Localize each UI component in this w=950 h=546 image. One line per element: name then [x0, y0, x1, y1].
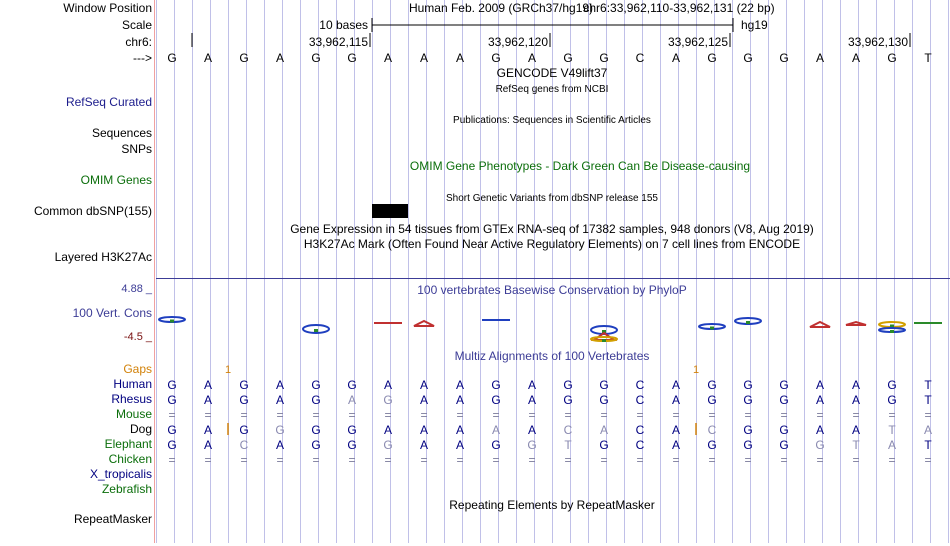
base-letter: G: [491, 51, 501, 65]
alignment-base-rhesus: C: [635, 393, 645, 407]
alignment-base-mouse: =: [276, 408, 284, 422]
alignment-base-elephant: G: [383, 438, 393, 452]
alignment-base-dog: G: [239, 423, 249, 437]
alignment-base-dog: G: [311, 423, 321, 437]
alignment-base-mouse: =: [312, 408, 320, 422]
conservation-logo-a: [846, 322, 866, 325]
xtropicalis-label[interactable]: X_tropicalis: [89, 467, 152, 481]
gtex-title: Gene Expression in 54 tissues from GTEx RNA-seq of 17382 samples, 948 donors (V8, Aug 2019): [290, 222, 814, 236]
alignment-base-dog: A: [491, 423, 501, 437]
conservation-logo-mark: [890, 330, 894, 333]
alignment-base-mouse: =: [924, 408, 932, 422]
base-letter: A: [671, 51, 681, 65]
alignment-base-human: A: [455, 378, 465, 392]
alignment-base-human: G: [563, 378, 573, 392]
dog-label[interactable]: Dog: [129, 422, 152, 436]
h3k27ac-title: H3K27Ac Mark (Often Found Near Active Regulatory Elements) on 7 cell lines from ENCODE: [303, 237, 801, 251]
alignment-base-dog: A: [203, 423, 213, 437]
common-dbsnp-label[interactable]: Common dbSNP(155): [33, 204, 152, 218]
alignment-base-rhesus: A: [419, 393, 429, 407]
base-letter: G: [599, 51, 609, 65]
ruler-tick-label: 33,962,120: [487, 35, 548, 49]
alignment-base-rhesus: A: [671, 393, 681, 407]
alignment-base-elephant: A: [275, 438, 285, 452]
alignment-base-human: G: [347, 378, 357, 392]
alignment-base-mouse: =: [636, 408, 644, 422]
alignment-base-rhesus: A: [203, 393, 213, 407]
alignment-base-human: A: [419, 378, 429, 392]
alignment-base-mouse: =: [348, 408, 356, 422]
omim-genes-label[interactable]: OMIM Genes: [80, 173, 152, 187]
conservation-logo-a: [810, 322, 830, 327]
human-label[interactable]: Human: [113, 377, 152, 391]
alignment-base-human: T: [924, 378, 932, 392]
alignment-base-mouse: =: [816, 408, 824, 422]
alignment-base-mouse: =: [564, 408, 572, 422]
alignment-base-rhesus: G: [707, 393, 717, 407]
alignment-base-human: G: [311, 378, 321, 392]
multiz-title: Multiz Alignments of 100 Vertebrates: [454, 349, 650, 363]
alignment-base-rhesus: G: [383, 393, 393, 407]
track-label-column: [0, 0, 155, 543]
alignment-base-mouse: =: [744, 408, 752, 422]
base-letter: A: [275, 51, 285, 65]
alignment-base-chicken: =: [240, 453, 248, 467]
base-sequence: [167, 51, 932, 65]
conservation-logo-mark: [746, 321, 750, 324]
alignment-base-elephant: C: [635, 438, 645, 452]
alignment-base-rhesus: A: [527, 393, 537, 407]
sequences-label[interactable]: Sequences: [91, 126, 152, 140]
alignment-base-mouse: =: [492, 408, 500, 422]
alignment-base-human: A: [527, 378, 537, 392]
base-letter: A: [419, 51, 429, 65]
alignment-base-dog: A: [419, 423, 429, 437]
alignment-base-chicken: =: [348, 453, 356, 467]
alignment-base-dog: A: [923, 423, 933, 437]
base-letter: C: [635, 51, 645, 65]
alignment-base-dog: G: [743, 423, 753, 437]
alignment-base-elephant: G: [707, 438, 717, 452]
alignment-base-chicken: =: [204, 453, 212, 467]
alignment-base-dog: G: [779, 423, 789, 437]
alignment-base-chicken: =: [492, 453, 500, 467]
scale-label: Scale: [121, 18, 152, 32]
base-letter: A: [203, 51, 213, 65]
alignment-base-dog: C: [707, 423, 717, 437]
repeatmasker-label[interactable]: RepeatMasker: [73, 512, 152, 526]
alignment-base-rhesus: G: [491, 393, 501, 407]
alignment-base-elephant: G: [311, 438, 321, 452]
alignment-base-dog: A: [599, 423, 609, 437]
rhesus-label[interactable]: Rhesus: [111, 392, 152, 406]
ruler-tick-label: 33,962,115: [308, 35, 368, 49]
ruler-tick-label: 33,962,130: [847, 35, 908, 49]
base-letter: G: [239, 51, 249, 65]
alignment-base-rhesus: G: [599, 393, 609, 407]
alignment-base-mouse: =: [852, 408, 860, 422]
conservation-logo-mark: [710, 327, 714, 330]
alignment-base-elephant: G: [167, 438, 177, 452]
alignment-base-rhesus: G: [743, 393, 753, 407]
base-letter: A: [455, 51, 465, 65]
base-letter: A: [383, 51, 393, 65]
refseq-curated-label[interactable]: RefSeq Curated: [65, 95, 152, 109]
chicken-label[interactable]: Chicken: [108, 452, 152, 466]
ruler-tick-label: 33,962,125: [667, 35, 728, 49]
alignment-base-dog: A: [383, 423, 393, 437]
alignment-base-chicken: =: [168, 453, 176, 467]
alignment-base-human: C: [635, 378, 645, 392]
alignment-base-elephant: A: [203, 438, 213, 452]
alignment-base-elephant: G: [815, 438, 825, 452]
conservation-bar: [374, 322, 402, 324]
conservation-logos: [159, 317, 942, 342]
alignment-base-rhesus: G: [239, 393, 249, 407]
track-data-area[interactable]: [156, 0, 950, 543]
alignment-base-rhesus: G: [887, 393, 897, 407]
alignment-base-human: G: [707, 378, 717, 392]
scale-db-text: hg19: [741, 18, 768, 32]
strand-label[interactable]: --->: [133, 51, 152, 65]
alignment-base-mouse: =: [600, 408, 608, 422]
window-position-label: Window Position: [63, 1, 152, 15]
alignment-base-rhesus: G: [563, 393, 573, 407]
alignment-base-chicken: =: [384, 453, 392, 467]
base-letter: A: [815, 51, 825, 65]
conservation-bar: [914, 322, 942, 324]
publications-title: Publications: Sequences in Scientific Articles: [453, 115, 651, 126]
alignment-base-dog: A: [527, 423, 537, 437]
alignment-base-human: A: [815, 378, 825, 392]
tracks-canvas: [156, 0, 950, 543]
alignment-base-rhesus: T: [924, 393, 932, 407]
alignment-base-dog: T: [888, 423, 896, 437]
gap-mark-2: 1: [692, 364, 700, 376]
alignment-base-dog: A: [815, 423, 825, 437]
alignment-base-elephant: G: [527, 438, 537, 452]
conservation-bar: [482, 319, 510, 321]
alignment-base-rhesus: A: [275, 393, 285, 407]
gencode-title: GENCODE V49lift37: [496, 66, 608, 80]
gaps-label[interactable]: Gaps: [123, 362, 152, 376]
base-letter: G: [779, 51, 789, 65]
conservation-logo-a: [414, 321, 434, 326]
base-letter: G: [311, 51, 321, 65]
alignment-base-elephant: G: [347, 438, 357, 452]
ruler: [309, 33, 910, 49]
alignment-base-human: G: [743, 378, 753, 392]
alignment-base-rhesus: A: [851, 393, 861, 407]
base-letter: G: [563, 51, 573, 65]
vert-cons-label[interactable]: 100 Vert. Cons: [72, 306, 152, 320]
alignment-base-human: G: [167, 378, 177, 392]
alignment-base-chicken: =: [672, 453, 680, 467]
alignment-base-chicken: =: [420, 453, 428, 467]
refseq-title: RefSeq genes from NCBI: [495, 84, 609, 95]
mouse-label[interactable]: Mouse: [115, 407, 152, 421]
conservation-logo-mark: [170, 320, 174, 323]
dbsnp-variant[interactable]: [372, 204, 408, 218]
alignment-base-mouse: =: [708, 408, 716, 422]
alignment-base-mouse: =: [384, 408, 392, 422]
alignment-base-chicken: =: [312, 453, 320, 467]
alignment-base-chicken: =: [852, 453, 860, 467]
alignment-base-mouse: =: [528, 408, 536, 422]
gap-mark-1: 1: [224, 364, 232, 376]
alignment-base-chicken: =: [528, 453, 536, 467]
alignment-base-chicken: =: [276, 453, 284, 467]
alignment-base-dog: A: [455, 423, 465, 437]
zebrafish-label[interactable]: Zebrafish: [101, 482, 152, 496]
alignment-base-rhesus: G: [779, 393, 789, 407]
base-letter: G: [707, 51, 717, 65]
alignment-base-dog: A: [671, 423, 681, 437]
alignment-base-dog: G: [275, 423, 285, 437]
conservation-logo-mark: [314, 329, 318, 332]
alignment-base-elephant: A: [887, 438, 897, 452]
phylop-min-label: -4.5 _: [123, 331, 152, 343]
alignment-base-mouse: =: [672, 408, 680, 422]
base-letter: A: [527, 51, 537, 65]
alignment-base-chicken: =: [636, 453, 644, 467]
alignment-base-elephant: A: [671, 438, 681, 452]
alignment-base-rhesus: G: [311, 393, 321, 407]
alignment-base-human: A: [203, 378, 213, 392]
alignment-base-chicken: =: [924, 453, 932, 467]
dbsnp-title: Short Genetic Variants from dbSNP release 155: [446, 193, 658, 204]
alignment-base-elephant: G: [599, 438, 609, 452]
base-letter: A: [851, 51, 861, 65]
alignment-base-elephant: C: [239, 438, 249, 452]
alignment-base-mouse: =: [420, 408, 428, 422]
layered-h3k27ac-label[interactable]: Layered H3K27Ac: [54, 250, 152, 264]
alignment-base-human: G: [887, 378, 897, 392]
base-letter: G: [743, 51, 753, 65]
alignment-base-human: G: [599, 378, 609, 392]
base-letter: G: [887, 51, 897, 65]
assembly-title: Human Feb. 2009 (GRCh37/hg19): [408, 1, 594, 15]
alignment-base-mouse: =: [204, 408, 212, 422]
elephant-label[interactable]: Elephant: [104, 437, 152, 451]
alignment-base-elephant: G: [743, 438, 753, 452]
alignment-base-chicken: =: [816, 453, 824, 467]
phylop-title: 100 vertebrates Basewise Conservation by PhyloP: [417, 283, 687, 297]
alignment-base-elephant: T: [924, 438, 932, 452]
alignment-base-human: A: [851, 378, 861, 392]
alignment-base-chicken: =: [456, 453, 464, 467]
alignment-base-chicken: =: [780, 453, 788, 467]
omim-title: OMIM Gene Phenotypes - Dark Green Can Be Disease-causing: [409, 159, 751, 173]
base-letter: G: [347, 51, 357, 65]
alignment-base-chicken: =: [564, 453, 572, 467]
alignment-base-dog: G: [347, 423, 357, 437]
alignment-base-chicken: =: [888, 453, 896, 467]
snps-label[interactable]: SNPs: [121, 142, 152, 156]
alignment-base-mouse: =: [240, 408, 248, 422]
alignment-base-elephant: A: [419, 438, 429, 452]
alignment-base-human: G: [491, 378, 501, 392]
alignment-base-elephant: G: [491, 438, 501, 452]
alignment-base-human: G: [779, 378, 789, 392]
alignment-base-elephant: T: [852, 438, 860, 452]
window-position-text: chr6:33,962,110-33,962,131 (22 bp): [583, 1, 775, 15]
alignment-base-mouse: =: [780, 408, 788, 422]
alignment-base-mouse: =: [888, 408, 896, 422]
alignment-base-elephant: A: [455, 438, 465, 452]
base-grid: [157, 0, 949, 543]
alignment-base-dog: C: [635, 423, 645, 437]
alignment-base-elephant: T: [564, 438, 572, 452]
alignment-base-rhesus: A: [815, 393, 825, 407]
alignment-base-dog: A: [851, 423, 861, 437]
phylop-max-label: 4.88 _: [121, 283, 152, 295]
alignment-base-rhesus: A: [347, 393, 357, 407]
alignment-base-chicken: =: [708, 453, 716, 467]
alignment-base-dog: G: [167, 423, 177, 437]
alignment-base-human: A: [671, 378, 681, 392]
alignment-base-human: A: [383, 378, 393, 392]
alignment-base-mouse: =: [168, 408, 176, 422]
chr-label: chr6:: [125, 35, 152, 49]
alignment-base-dog: C: [563, 423, 573, 437]
base-letter: T: [924, 51, 932, 65]
alignment-base-rhesus: A: [455, 393, 465, 407]
repeatmasker-title: Repeating Elements by RepeatMasker: [449, 498, 655, 512]
multiz-alignment: [167, 378, 932, 467]
scale-bases-text: 10 bases: [319, 18, 368, 32]
alignment-base-chicken: =: [600, 453, 608, 467]
conservation-logo-mark: [602, 339, 606, 342]
alignment-base-human: G: [239, 378, 249, 392]
alignment-base-elephant: G: [779, 438, 789, 452]
alignment-base-chicken: =: [744, 453, 752, 467]
base-letter: G: [167, 51, 177, 65]
alignment-base-rhesus: G: [167, 393, 177, 407]
alignment-base-human: A: [275, 378, 285, 392]
alignment-base-mouse: =: [456, 408, 464, 422]
